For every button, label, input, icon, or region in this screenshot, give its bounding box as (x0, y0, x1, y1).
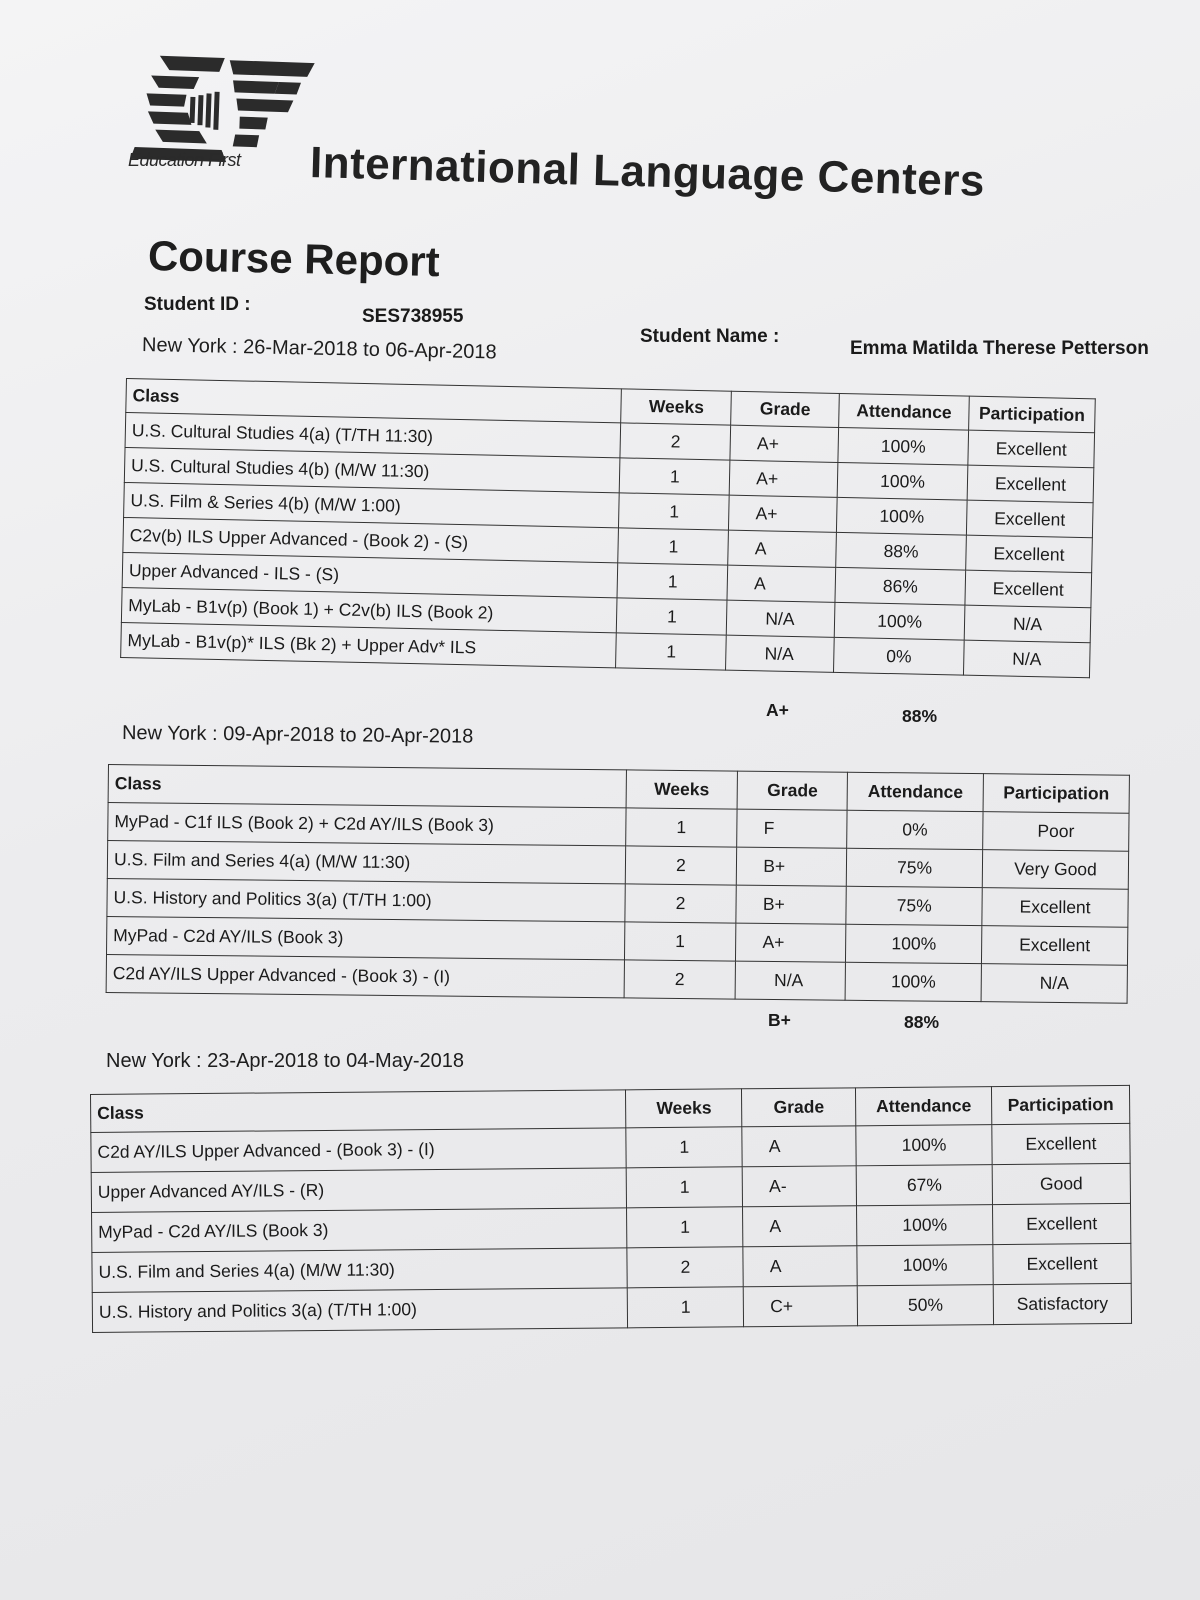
weeks-cell: 2 (624, 960, 736, 999)
attendance-cell: 100% (856, 1125, 992, 1166)
participation-cell: Excellent (993, 1243, 1131, 1284)
class-cell: U.S. Cultural Studies 4(a) (T/TH 11:30) (125, 413, 621, 458)
weeks-cell: 1 (628, 1287, 744, 1328)
participation-cell: N/A (964, 605, 1091, 643)
weeks-cell: 1 (618, 528, 729, 565)
section-1-total-attendance: 88% (902, 706, 938, 726)
weeks-cell: 2 (620, 423, 731, 460)
organization-title: International Language Centers (309, 138, 986, 206)
grade-cell: A (727, 565, 836, 602)
student-name-label: Student Name : (640, 326, 780, 347)
grade-cell: A+ (729, 460, 838, 497)
weeks-cell: 1 (619, 493, 730, 530)
section-1-label: New York : 26-Mar-2018 to 06-Apr-2018 (141, 334, 497, 364)
grade-cell: B+ (736, 885, 846, 924)
class-cell: U.S. History and Politics 3(a) (T/TH 1:00) (92, 1288, 628, 1333)
class-header: Class (126, 379, 622, 423)
class-header: Class (91, 1090, 627, 1133)
grade-header: Grade (737, 771, 847, 810)
report-title: Course Report (147, 232, 441, 286)
participation-cell: Excellent (993, 1203, 1131, 1244)
student-name-value: Emma Matilda Therese Petterson (850, 338, 1149, 359)
participation-cell: Excellent (992, 1123, 1130, 1164)
grade-cell: N/A (735, 961, 845, 1000)
grade-cell: B+ (737, 847, 847, 886)
class-cell: C2v(b) ILS Upper Advanced - (Book 2) - (S) (123, 517, 619, 562)
participation-cell: Excellent (966, 535, 1093, 573)
student-id-label: Student ID : (144, 294, 251, 315)
weeks-cell: 1 (617, 563, 728, 600)
attendance-header: Attendance (856, 1087, 992, 1126)
grade-cell: A (742, 1126, 856, 1167)
class-cell: MyLab - B1v(p) (Book 1) + C2v(b) ILS (Book 2) (121, 587, 617, 632)
participation-cell: Excellent (967, 465, 1094, 503)
participation-cell: Poor (983, 812, 1129, 852)
attendance-cell: 100% (845, 962, 981, 1001)
weeks-header: Weeks (626, 1089, 742, 1128)
attendance-cell: 100% (857, 1205, 993, 1246)
grade-cell: F (737, 809, 847, 848)
participation-header: Participation (992, 1085, 1130, 1124)
grade-cell: A (743, 1246, 857, 1287)
class-cell: MyPad - C2d AY/ILS (Book 3) (107, 916, 625, 959)
class-cell: MyPad - C2d AY/ILS (Book 3) (92, 1208, 628, 1253)
class-cell: Upper Advanced AY/ILS - (R) (91, 1168, 627, 1213)
grade-cell: A+ (730, 425, 839, 462)
grade-cell: A- (742, 1166, 856, 1207)
grade-header: Grade (731, 391, 840, 427)
participation-cell: Excellent (968, 430, 1095, 468)
class-cell: U.S. Cultural Studies 4(b) (M/W 11:30) (124, 447, 620, 492)
weeks-cell: 1 (620, 458, 731, 495)
section-1-total-grade: A+ (766, 700, 789, 720)
class-header: Class (108, 765, 626, 808)
class-cell: MyPad - C1f ILS (Book 2) + C2d AY/ILS (Book 3) (108, 803, 626, 846)
class-cell: U.S. Film & Series 4(b) (M/W 1:00) (124, 482, 620, 527)
class-cell: C2d AY/ILS Upper Advanced - (Book 3) - (I) (91, 1128, 627, 1173)
attendance-cell: 100% (857, 1245, 993, 1286)
grade-cell: N/A (727, 600, 836, 637)
grade-cell: A (728, 530, 837, 567)
attendance-cell: 0% (847, 810, 983, 849)
participation-header: Participation (983, 774, 1129, 814)
attendance-header: Attendance (847, 772, 983, 811)
class-cell: Upper Advanced - ILS - (S) (122, 552, 618, 597)
weeks-cell: 2 (625, 846, 737, 885)
class-cell: MyLab - B1v(p)* ILS (Bk 2) + Upper Adv* ILS (121, 622, 617, 667)
weeks-header: Weeks (621, 389, 731, 425)
weeks-cell: 1 (627, 1167, 743, 1208)
participation-cell: Satisfactory (993, 1283, 1131, 1324)
grade-cell: C+ (743, 1286, 857, 1327)
table-row (92, 1283, 1131, 1332)
weeks-cell: 2 (624, 884, 736, 923)
attendance-cell: 50% (857, 1285, 993, 1326)
attendance-cell: 100% (838, 427, 969, 465)
attendance-cell: 100% (837, 497, 968, 535)
class-cell: C2d AY/ILS Upper Advanced - (Book 3) - (I) (106, 954, 624, 997)
participation-cell: Very Good (982, 850, 1128, 890)
student-id-value: SES738955 (362, 306, 464, 327)
attendance-cell: 100% (837, 462, 968, 500)
weeks-cell: 1 (627, 1207, 743, 1248)
grade-cell: A+ (729, 495, 838, 532)
attendance-cell: 67% (856, 1165, 992, 1206)
section-2-total-attendance: 88% (904, 1012, 940, 1032)
participation-cell: N/A (963, 640, 1090, 678)
weeks-cell: 1 (625, 808, 737, 847)
weeks-cell: 1 (617, 598, 728, 635)
weeks-cell: 1 (616, 633, 727, 670)
grade-cell: N/A (726, 635, 835, 672)
participation-cell: Excellent (966, 500, 1093, 538)
participation-cell: Excellent (982, 926, 1128, 966)
attendance-cell: 75% (846, 848, 982, 887)
class-cell: U.S. Film and Series 4(a) (M/W 11:30) (107, 841, 625, 884)
attendance-cell: 86% (835, 567, 966, 605)
section-1-table (120, 378, 1096, 678)
attendance-header: Attendance (839, 393, 970, 430)
participation-cell: N/A (981, 964, 1127, 1004)
section-2-label: New York : 09-Apr-2018 to 20-Apr-2018 (121, 722, 474, 748)
attendance-cell: 0% (834, 637, 965, 675)
attendance-cell: 88% (836, 532, 967, 570)
participation-cell: Good (992, 1163, 1130, 1204)
participation-cell: Excellent (965, 570, 1092, 608)
class-cell: U.S. History and Politics 3(a) (T/TH 1:00) (107, 878, 625, 921)
weeks-cell: 1 (624, 922, 736, 961)
grade-cell: A (743, 1206, 857, 1247)
section-2-total-grade: B+ (768, 1010, 791, 1030)
section-3-table (90, 1085, 1132, 1333)
participation-cell: Excellent (982, 888, 1128, 928)
weeks-cell: 1 (626, 1127, 742, 1168)
weeks-header: Weeks (626, 770, 738, 809)
class-cell: U.S. Film and Series 4(a) (M/W 11:30) (92, 1248, 628, 1293)
weeks-cell: 2 (627, 1247, 743, 1288)
attendance-cell: 100% (834, 602, 965, 640)
attendance-cell: 75% (846, 886, 982, 925)
section-3-label: New York : 23-Apr-2018 to 04-May-2018 (106, 1050, 464, 1072)
attendance-cell: 100% (846, 924, 982, 963)
participation-header: Participation (969, 396, 1096, 433)
grade-cell: A+ (736, 923, 846, 962)
grade-header: Grade (742, 1088, 856, 1127)
section-2-table (106, 764, 1130, 1004)
logo-caption: Education First (128, 150, 241, 170)
